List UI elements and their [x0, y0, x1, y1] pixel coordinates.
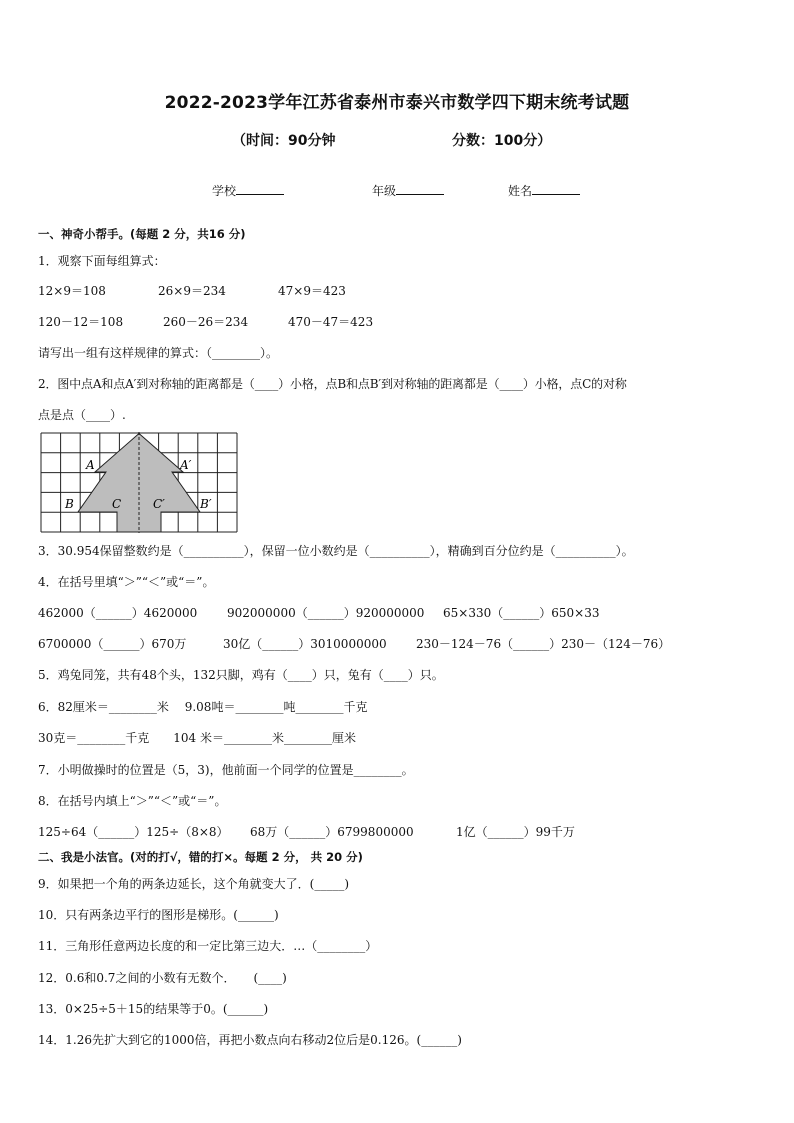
q3: 3．30.954保留整数约是（__________），保留一位小数约是（__________），精确到百分位约是（__________）。: [38, 544, 634, 558]
q8-item-1: 125÷64（______）125÷（8×8）: [38, 825, 229, 839]
q1-stem: 1．观察下面每组算式：: [38, 254, 166, 268]
q4-item-1-1: 462000（______）4620000: [38, 606, 198, 620]
q2-line1: 2．图中点A和点A′到对称轴的距离都是（____）小格，点B和点B′到对称轴的距离都是（____）小格，点C的对称: [38, 377, 627, 391]
section2-heading: 二、我是小法官。(对的打√，错的打×。每题 2 分， 共 20 分): [38, 850, 363, 864]
q12: 12．0.6和0.7之间的小数有无数个． (____): [38, 971, 287, 985]
q1-eq-1-2: 26×9＝234: [158, 284, 226, 298]
grade-label: 年级: [372, 184, 397, 198]
q8-stem: 8．在括号内填上“＞”“＜”或“＝”。: [38, 794, 227, 808]
school-label: 学校: [212, 184, 237, 198]
q4-item-2-2: 30亿（______）3010000000: [223, 637, 387, 651]
q14: 14．1.26先扩大到它的1000倍，再把小数点向右移动2位后是0.126。(______): [38, 1033, 462, 1047]
label-C: C: [112, 497, 122, 511]
grade-blank[interactable]: [396, 182, 444, 195]
q4-item-2-1: 6700000（______）670万: [38, 637, 187, 651]
score-label: 分数：100分）: [452, 133, 552, 149]
name-field[interactable]: [508, 182, 580, 199]
q1-eq-2-1: 120－12＝108: [38, 315, 124, 329]
name-blank[interactable]: [532, 182, 580, 195]
q1-eq-2-2: 260－26＝234: [163, 315, 249, 329]
label-C-prime: C′: [153, 497, 165, 511]
q1-eq-1-1: 12×9＝108: [38, 284, 106, 298]
q4-item-1-2: 902000000（______）920000000: [227, 606, 425, 620]
school-field[interactable]: [212, 182, 284, 199]
label-B: B: [65, 497, 74, 511]
q1-eq-2-3: 470－47＝423: [288, 315, 374, 329]
q6-row2: 30克＝________千克 104 米＝________米________厘米: [38, 731, 356, 745]
q13: 13．0×25÷5＋15的结果等于0。(______): [38, 1002, 269, 1016]
q7: 7．小明做操时的位置是（5，3)，他前面一个同学的位置是________。: [38, 763, 414, 777]
label-B-prime: B′: [200, 497, 212, 511]
q11: 11．三角形任意两边长度的和一定比第三边大．…（________）: [38, 939, 378, 953]
section1-heading: 一、神奇小帮手。(每题 2 分，共16 分): [38, 227, 246, 241]
q1-ask: 请写出一组有这样规律的算式：（________）。: [38, 346, 279, 360]
q4-item-1-3: 65×330（______）650×33: [443, 606, 600, 620]
q10: 10．只有两条边平行的图形是梯形。(______): [38, 908, 279, 922]
q9: 9．如果把一个角的两条边延长，这个角就变大了．(_____): [38, 877, 350, 891]
q8-item-3: 1亿（______）99千万: [456, 825, 575, 839]
name-label: 姓名: [508, 184, 533, 198]
q5: 5．鸡兔同笼，共有48个头，132只脚，鸡有（____）只，兔有（____）只。: [38, 668, 444, 682]
time-label: （时间：90分钟: [232, 133, 336, 149]
school-blank[interactable]: [236, 182, 284, 195]
page-title: 2022-2023学年江苏省泰州市泰兴市数学四下期末统考试题: [164, 93, 630, 113]
q2-line2: 点是点（____）.: [38, 408, 126, 422]
q6-row1: 6．82厘米＝________米 9.08吨＝________吨________千克: [38, 700, 368, 714]
q8-item-2: 68万（______）6799800000: [250, 825, 414, 839]
label-A-prime: A′: [180, 458, 192, 472]
label-A: A: [86, 458, 95, 472]
symmetry-figure: [40, 432, 238, 533]
q1-eq-1-3: 47×9＝423: [278, 284, 346, 298]
q4-stem: 4．在括号里填“＞”“＜”或“＝”。: [38, 575, 215, 589]
q4-item-2-3: 230－124－76（______）230－（124－76）: [416, 637, 671, 651]
grade-field[interactable]: [372, 182, 444, 199]
